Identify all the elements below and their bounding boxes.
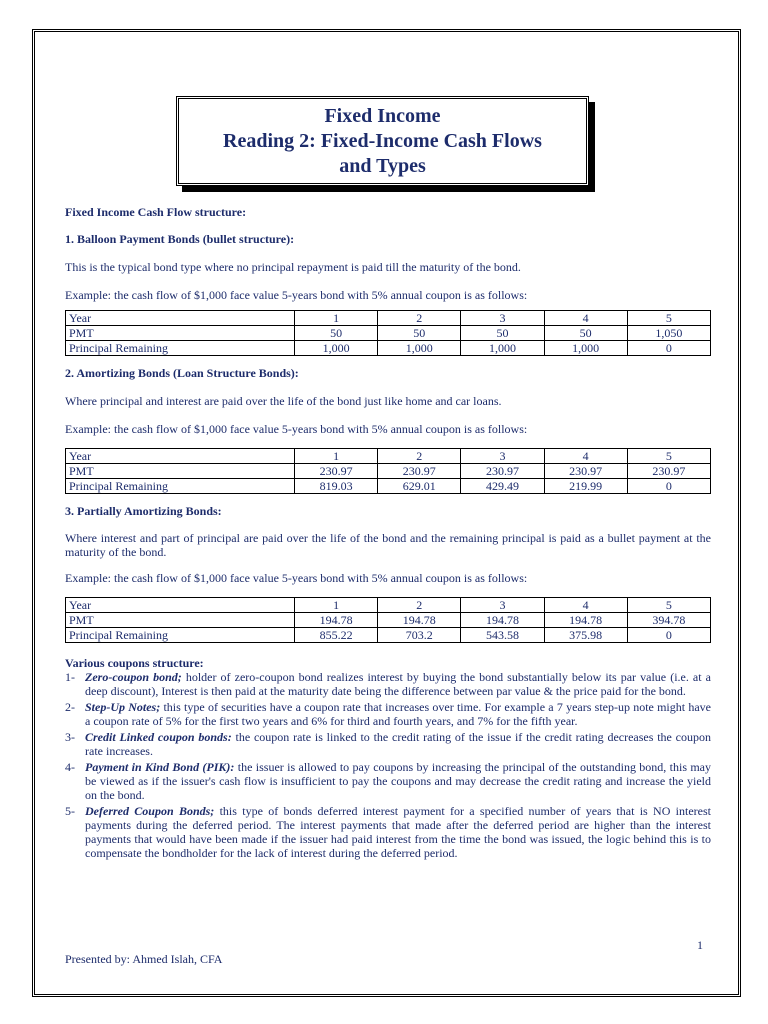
table-cell: 4	[544, 449, 627, 464]
table-row	[66, 598, 711, 613]
item-term: Payment in Kind Bond (PIK):	[85, 760, 235, 774]
list-item	[65, 670, 711, 698]
list-item	[65, 730, 711, 758]
table-cell: 50	[461, 326, 544, 341]
row-label: Year	[66, 598, 295, 613]
table-cell: 429.49	[461, 479, 544, 494]
table-cell: 5	[627, 311, 710, 326]
table-row	[66, 479, 711, 494]
table-cell: 3	[461, 449, 544, 464]
balloon-cashflow-table	[65, 310, 711, 356]
table-cell: 194.78	[378, 613, 461, 628]
table-cell: 819.03	[295, 479, 378, 494]
table-cell: 1,000	[295, 341, 378, 356]
table-cell: 3	[461, 311, 544, 326]
list-item	[65, 760, 711, 802]
table-cell: 50	[544, 326, 627, 341]
table-row	[66, 311, 711, 326]
table-cell: 1	[295, 311, 378, 326]
page-number: 1	[697, 938, 703, 952]
table-cell: 0	[627, 628, 710, 643]
table-cell: 2	[378, 449, 461, 464]
table-cell: 1,050	[627, 326, 710, 341]
table-row	[66, 628, 711, 643]
table-cell: 50	[295, 326, 378, 341]
table-cell: 194.78	[295, 613, 378, 628]
balloon-description: This is the typical bond type where no principal repayment is paid till the maturity of the bond.	[65, 260, 521, 274]
amortizing-description: Where principal and interest are paid over the life of the bond just like home and car loans.	[65, 394, 502, 408]
item-text: the issuer is allowed to pay coupons by increasing the principal of the outstanding bond, this may be viewed as if the issuer's cash flow is insufficient to pay the coupons and may decrease the credit rating and increase the yield on the bond.	[85, 760, 712, 802]
document-body	[65, 205, 711, 862]
table-row	[66, 613, 711, 628]
table-cell: 703.2	[378, 628, 461, 643]
table-cell: 629.01	[378, 479, 461, 494]
table-cell: 1,000	[378, 341, 461, 356]
row-label: Principal Remaining	[66, 479, 295, 494]
item-term: Step-Up Notes;	[85, 700, 161, 714]
partial-heading: 3. Partially Amortizing Bonds:	[65, 504, 222, 518]
table-row	[66, 326, 711, 341]
partial-description: Where interest and part of principal are paid over the life of the bond and the remaining principal is paid as a bullet payment at the maturity of the bond.	[65, 531, 711, 559]
section-heading-structure: Fixed Income Cash Flow structure:	[65, 205, 247, 219]
table-cell: 50	[378, 326, 461, 341]
table-cell: 194.78	[461, 613, 544, 628]
table-cell: 1,000	[461, 341, 544, 356]
row-label: PMT	[66, 326, 295, 341]
partial-example: Example: the cash flow of $1,000 face value 5-years bond with 5% annual coupon is as follows:	[65, 571, 528, 585]
row-label: PMT	[66, 464, 295, 479]
item-text: holder of zero-coupon bond realizes interest by buying the bond substantially below its par value (i.e. at a deep discount), Interest is then paid at the maturity date being the difference between par value & the price paid for the bond.	[85, 670, 711, 698]
table-cell: 0	[627, 479, 710, 494]
item-term: Credit Linked coupon bonds:	[85, 730, 232, 744]
item-text: this type of bonds deferred interest payment for a specified number of years that is NO interest payments during the deferred period. The interest payments that made after the deferred period are higher than the interest payments that would have been made if the issuer had paid interest from the time the bond was issued, the logic behind this is to compensate the bondholder for the lack of interest during the deferred period.	[85, 804, 711, 860]
coupon-structure-list	[65, 670, 711, 860]
footer-presenter: Presented by: Ahmed Islah, CFA	[65, 952, 223, 966]
item-number: 1-	[65, 670, 75, 684]
partial-cashflow-table	[65, 597, 711, 643]
title-box	[176, 96, 589, 186]
table-cell: 230.97	[544, 464, 627, 479]
table-cell: 2	[378, 598, 461, 613]
amortizing-cashflow-table	[65, 448, 711, 494]
row-label: PMT	[66, 613, 295, 628]
table-cell: 394.78	[627, 613, 710, 628]
table-cell: 4	[544, 598, 627, 613]
amortizing-example: Example: the cash flow of $1,000 face value 5-years bond with 5% annual coupon is as follows:	[65, 422, 528, 436]
table-cell: 3	[461, 598, 544, 613]
title-line-2: Reading 2: Fixed-Income Cash Flows	[223, 130, 542, 152]
table-cell: 230.97	[461, 464, 544, 479]
table-cell: 5	[627, 449, 710, 464]
table-row	[66, 449, 711, 464]
list-item	[65, 804, 711, 860]
table-cell: 2	[378, 311, 461, 326]
table-cell: 1	[295, 598, 378, 613]
table-cell: 230.97	[295, 464, 378, 479]
item-number: 4-	[65, 760, 75, 774]
table-row	[66, 464, 711, 479]
item-term: Deferred Coupon Bonds;	[85, 804, 215, 818]
coupons-heading: Various coupons structure:	[65, 656, 204, 670]
item-text: this type of securities have a coupon rate that increases over time. For example a 7 years step-up note might have a coupon rate of 5% for the first two years and 6% for third and fourth years, and 7% for the fifth year.	[85, 700, 711, 728]
item-number: 5-	[65, 804, 75, 818]
list-item	[65, 700, 711, 728]
row-label: Year	[66, 449, 295, 464]
row-label: Year	[66, 311, 295, 326]
table-cell: 375.98	[544, 628, 627, 643]
balloon-example: Example: the cash flow of $1,000 face value 5-years bond with 5% annual coupon is as follows:	[65, 288, 528, 302]
row-label: Principal Remaining	[66, 341, 295, 356]
table-row	[66, 341, 711, 356]
table-cell: 4	[544, 311, 627, 326]
table-cell: 0	[627, 341, 710, 356]
table-cell: 230.97	[627, 464, 710, 479]
table-cell: 855.22	[295, 628, 378, 643]
item-term: Zero-coupon bond;	[85, 670, 182, 684]
balloon-heading: 1. Balloon Payment Bonds (bullet structure):	[65, 232, 295, 246]
table-cell: 5	[627, 598, 710, 613]
item-number: 3-	[65, 730, 75, 744]
amortizing-heading: 2. Amortizing Bonds (Loan Structure Bonds):	[65, 366, 299, 380]
table-cell: 194.78	[544, 613, 627, 628]
title-line-3: and Types	[339, 155, 426, 177]
table-cell: 543.58	[461, 628, 544, 643]
table-cell: 1	[295, 449, 378, 464]
title-line-1: Fixed Income	[324, 105, 441, 127]
item-text: the coupon rate is linked to the credit rating of the issue if the credit rating decreases the coupon rate increases.	[85, 730, 711, 758]
table-cell: 230.97	[378, 464, 461, 479]
table-cell: 1,000	[544, 341, 627, 356]
item-number: 2-	[65, 700, 75, 714]
table-cell: 219.99	[544, 479, 627, 494]
row-label: Principal Remaining	[66, 628, 295, 643]
